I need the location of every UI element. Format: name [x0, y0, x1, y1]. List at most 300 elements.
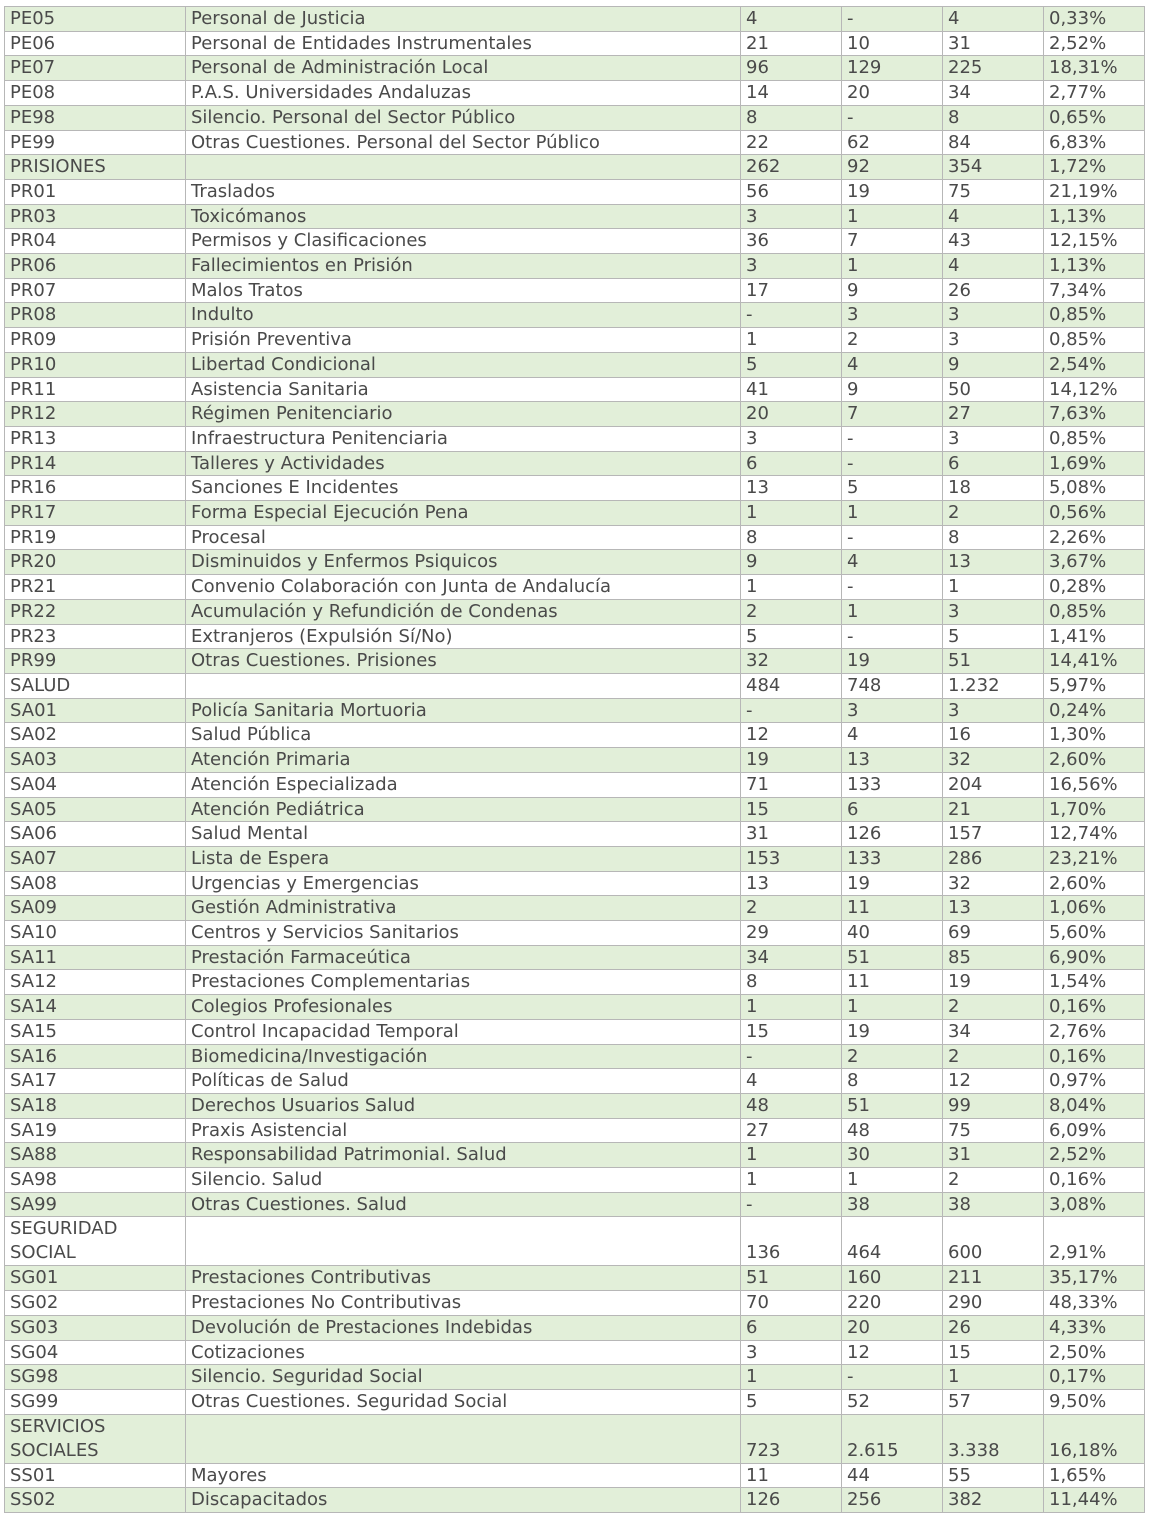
cell-value-b: 9	[842, 278, 943, 303]
cell-value-a: 1	[741, 501, 842, 526]
cell-code: PR22	[5, 599, 186, 624]
table-row	[5, 1069, 1145, 1094]
cell-percentage: 5,08%	[1044, 476, 1145, 501]
table-row	[5, 1266, 1145, 1291]
cell-total: 2	[943, 501, 1044, 526]
table-row	[5, 204, 1145, 229]
cell-description: Responsabilidad Patrimonial. Salud	[186, 1143, 741, 1168]
table-row	[5, 871, 1145, 896]
cell-value-b: -	[842, 451, 943, 476]
cell-percentage: 0,56%	[1044, 501, 1145, 526]
table-row	[5, 229, 1145, 254]
cell-description	[186, 155, 741, 180]
table-row	[5, 1217, 1145, 1266]
cell-value-a: 6	[741, 1315, 842, 1340]
cell-value-b: 1	[842, 501, 943, 526]
table-row	[5, 1414, 1145, 1463]
table-row	[5, 1019, 1145, 1044]
cell-value-b: 3	[842, 698, 943, 723]
cell-value-a: 48	[741, 1093, 842, 1118]
cell-code: PE99	[5, 130, 186, 155]
cell-value-a: 27	[741, 1118, 842, 1143]
cell-value-a: 1	[741, 328, 842, 353]
cell-percentage: 1,72%	[1044, 155, 1145, 180]
table-row	[5, 1118, 1145, 1143]
cell-value-b: -	[842, 624, 943, 649]
table-row	[5, 278, 1145, 303]
cell-total: 21	[943, 797, 1044, 822]
cell-description	[186, 673, 741, 698]
cell-total: 4	[943, 204, 1044, 229]
cell-value-b: 1	[842, 995, 943, 1020]
table-row	[5, 179, 1145, 204]
cell-value-a: 32	[741, 649, 842, 674]
cell-value-b: 2	[842, 1044, 943, 1069]
cell-percentage: 0,16%	[1044, 1044, 1145, 1069]
cell-value-a: 22	[741, 130, 842, 155]
cell-total: 31	[943, 31, 1044, 56]
cell-total: 6	[943, 451, 1044, 476]
cell-description: Sanciones E Incidentes	[186, 476, 741, 501]
cell-value-b: 19	[842, 871, 943, 896]
cell-value-b: 92	[842, 155, 943, 180]
cell-value-a: 126	[741, 1488, 842, 1513]
cell-code: SA18	[5, 1093, 186, 1118]
cell-description: Derechos Usuarios Salud	[186, 1093, 741, 1118]
cell-value-b: 38	[842, 1192, 943, 1217]
cell-total: 13	[943, 550, 1044, 575]
cell-value-b: 9	[842, 377, 943, 402]
cell-description: Procesal	[186, 525, 741, 550]
table-row	[5, 624, 1145, 649]
table-body	[5, 7, 1145, 1513]
cell-percentage: 2,50%	[1044, 1340, 1145, 1365]
cell-percentage: 0,33%	[1044, 7, 1145, 32]
cell-code: PE08	[5, 81, 186, 106]
cell-code: SA01	[5, 698, 186, 723]
cell-description: Atención Especializada	[186, 772, 741, 797]
cell-value-a: 1	[741, 1143, 842, 1168]
cell-value-b: 10	[842, 31, 943, 56]
table-row	[5, 56, 1145, 81]
cell-value-a: 5	[741, 1389, 842, 1414]
cell-description: Centros y Servicios Sanitarios	[186, 921, 741, 946]
cell-code: SA19	[5, 1118, 186, 1143]
cell-value-b: -	[842, 7, 943, 32]
cell-code: SA03	[5, 748, 186, 773]
cell-total: 19	[943, 970, 1044, 995]
cell-code: SA08	[5, 871, 186, 896]
cell-description: Colegios Profesionales	[186, 995, 741, 1020]
cell-total: 2	[943, 1044, 1044, 1069]
table-row	[5, 81, 1145, 106]
cell-total: 16	[943, 723, 1044, 748]
cell-total: 8	[943, 525, 1044, 550]
cell-total: 3.338	[943, 1414, 1044, 1463]
cell-total: 225	[943, 56, 1044, 81]
cell-code: PE05	[5, 7, 186, 32]
cell-description	[186, 1414, 741, 1463]
cell-value-a: 31	[741, 822, 842, 847]
cell-description: Personal de Administración Local	[186, 56, 741, 81]
cell-description: Extranjeros (Expulsión Sí/No)	[186, 624, 741, 649]
cell-value-a: 153	[741, 846, 842, 871]
cell-value-b: 5	[842, 476, 943, 501]
cell-total: 51	[943, 649, 1044, 674]
cell-value-b: 40	[842, 921, 943, 946]
cell-description: Otras Cuestiones. Prisiones	[186, 649, 741, 674]
cell-percentage: 6,09%	[1044, 1118, 1145, 1143]
cell-description: Indulto	[186, 303, 741, 328]
cell-value-a: 70	[741, 1291, 842, 1316]
table-row	[5, 155, 1145, 180]
cell-percentage: 2,54%	[1044, 352, 1145, 377]
cell-code: SS01	[5, 1463, 186, 1488]
cell-value-a: 15	[741, 797, 842, 822]
cell-value-a: 12	[741, 723, 842, 748]
cell-value-a: 51	[741, 1266, 842, 1291]
cell-percentage: 3,08%	[1044, 1192, 1145, 1217]
cell-percentage: 48,33%	[1044, 1291, 1145, 1316]
cell-total: 32	[943, 748, 1044, 773]
cell-total: 75	[943, 179, 1044, 204]
cell-code: SERVICIOS SOCIALES	[5, 1414, 186, 1463]
cell-total: 2	[943, 995, 1044, 1020]
cell-description: Lista de Espera	[186, 846, 741, 871]
cell-code: SA10	[5, 921, 186, 946]
cell-description: Atención Pediátrica	[186, 797, 741, 822]
cell-code: PE98	[5, 105, 186, 130]
cell-value-a: 484	[741, 673, 842, 698]
cell-value-a: 1	[741, 575, 842, 600]
table-row	[5, 7, 1145, 32]
cell-total: 3	[943, 426, 1044, 451]
cell-code: SA99	[5, 1192, 186, 1217]
cell-value-a: 3	[741, 426, 842, 451]
cell-value-b: 2.615	[842, 1414, 943, 1463]
cell-description: Gestión Administrativa	[186, 896, 741, 921]
cell-percentage: 0,65%	[1044, 105, 1145, 130]
table-row	[5, 352, 1145, 377]
cell-total: 26	[943, 1315, 1044, 1340]
cell-description: Urgencias y Emergencias	[186, 871, 741, 896]
cell-value-b: 1	[842, 204, 943, 229]
cell-value-b: 62	[842, 130, 943, 155]
table-row	[5, 328, 1145, 353]
cell-percentage: 1,30%	[1044, 723, 1145, 748]
cell-code: PE06	[5, 31, 186, 56]
cell-value-a: -	[741, 1044, 842, 1069]
cell-description: Prestaciones Complementarias	[186, 970, 741, 995]
cell-percentage: 12,74%	[1044, 822, 1145, 847]
cell-code: PR16	[5, 476, 186, 501]
cell-value-a: 8	[741, 525, 842, 550]
cell-value-b: 51	[842, 945, 943, 970]
cell-total: 84	[943, 130, 1044, 155]
cell-total: 32	[943, 871, 1044, 896]
cell-percentage: 4,33%	[1044, 1315, 1145, 1340]
cell-value-a: 1	[741, 1365, 842, 1390]
cell-value-b: 133	[842, 846, 943, 871]
cell-value-b: 8	[842, 1069, 943, 1094]
table-row	[5, 970, 1145, 995]
cell-code: PR12	[5, 402, 186, 427]
cell-code: SA88	[5, 1143, 186, 1168]
cell-code: SA06	[5, 822, 186, 847]
cell-percentage: 2,60%	[1044, 748, 1145, 773]
cell-total: 31	[943, 1143, 1044, 1168]
cell-code: PR17	[5, 501, 186, 526]
cell-value-a: -	[741, 303, 842, 328]
cell-total: 13	[943, 896, 1044, 921]
cell-percentage: 0,85%	[1044, 426, 1145, 451]
cell-percentage: 0,85%	[1044, 328, 1145, 353]
cell-description: Fallecimientos en Prisión	[186, 254, 741, 279]
table-row	[5, 1168, 1145, 1193]
cell-total: 157	[943, 822, 1044, 847]
table-row	[5, 1340, 1145, 1365]
cell-code: PR07	[5, 278, 186, 303]
cell-percentage: 2,77%	[1044, 81, 1145, 106]
cell-code: PR11	[5, 377, 186, 402]
table-row	[5, 1389, 1145, 1414]
cell-description: Asistencia Sanitaria	[186, 377, 741, 402]
cell-percentage: 1,65%	[1044, 1463, 1145, 1488]
cell-code: PR21	[5, 575, 186, 600]
cell-value-b: 1	[842, 254, 943, 279]
cell-value-b: 19	[842, 1019, 943, 1044]
cell-total: 354	[943, 155, 1044, 180]
cell-description: Forma Especial Ejecución Pena	[186, 501, 741, 526]
cell-code: SA05	[5, 797, 186, 822]
cell-code: PRISIONES	[5, 155, 186, 180]
cell-value-a: 5	[741, 352, 842, 377]
cell-description: Salud Mental	[186, 822, 741, 847]
cell-value-a: 56	[741, 179, 842, 204]
cell-description: Mayores	[186, 1463, 741, 1488]
cell-value-b: 44	[842, 1463, 943, 1488]
cell-percentage: 11,44%	[1044, 1488, 1145, 1513]
cell-total: 69	[943, 921, 1044, 946]
cell-total: 204	[943, 772, 1044, 797]
cell-value-a: 8	[741, 970, 842, 995]
cell-description: Cotizaciones	[186, 1340, 741, 1365]
cell-code: PR09	[5, 328, 186, 353]
cell-percentage: 1,13%	[1044, 254, 1145, 279]
cell-percentage: 16,56%	[1044, 772, 1145, 797]
cell-value-b: -	[842, 1365, 943, 1390]
cell-percentage: 0,97%	[1044, 1069, 1145, 1094]
cell-percentage: 0,17%	[1044, 1365, 1145, 1390]
cell-value-b: 3	[842, 303, 943, 328]
cell-value-a: 1	[741, 1168, 842, 1193]
cell-value-b: -	[842, 525, 943, 550]
cell-description: Prestaciones No Contributivas	[186, 1291, 741, 1316]
table-row	[5, 748, 1145, 773]
cell-code: PR99	[5, 649, 186, 674]
cell-description: Salud Pública	[186, 723, 741, 748]
cell-code: SALUD	[5, 673, 186, 698]
table-row	[5, 130, 1145, 155]
cell-value-a: 13	[741, 871, 842, 896]
table-row	[5, 402, 1145, 427]
cell-value-a: 5	[741, 624, 842, 649]
table-row	[5, 476, 1145, 501]
cell-percentage: 0,28%	[1044, 575, 1145, 600]
cell-percentage: 2,52%	[1044, 31, 1145, 56]
cell-description: Talleres y Actividades	[186, 451, 741, 476]
cell-code: SA16	[5, 1044, 186, 1069]
cell-value-a: -	[741, 1192, 842, 1217]
cell-percentage: 2,52%	[1044, 1143, 1145, 1168]
cell-value-b: 1	[842, 1168, 943, 1193]
cell-value-a: 21	[741, 31, 842, 56]
cell-percentage: 5,60%	[1044, 921, 1145, 946]
cell-code: SA17	[5, 1069, 186, 1094]
cell-value-b: 7	[842, 229, 943, 254]
cell-code: PR20	[5, 550, 186, 575]
cell-code: PR14	[5, 451, 186, 476]
cell-value-b: 19	[842, 179, 943, 204]
cell-percentage: 0,16%	[1044, 995, 1145, 1020]
cell-percentage: 2,60%	[1044, 871, 1145, 896]
cell-total: 211	[943, 1266, 1044, 1291]
table-row	[5, 822, 1145, 847]
cell-total: 99	[943, 1093, 1044, 1118]
cell-percentage: 6,90%	[1044, 945, 1145, 970]
table-row	[5, 525, 1145, 550]
cell-value-a: 36	[741, 229, 842, 254]
table-row	[5, 451, 1145, 476]
cell-code: SS02	[5, 1488, 186, 1513]
cell-value-b: -	[842, 426, 943, 451]
cell-description: Malos Tratos	[186, 278, 741, 303]
cell-value-b: 4	[842, 550, 943, 575]
cell-code: PR03	[5, 204, 186, 229]
cell-code: SG98	[5, 1365, 186, 1390]
cell-code: PR06	[5, 254, 186, 279]
table-row	[5, 1093, 1145, 1118]
cell-code: SG04	[5, 1340, 186, 1365]
cell-percentage: 14,12%	[1044, 377, 1145, 402]
cell-code: PR04	[5, 229, 186, 254]
cell-code: PR01	[5, 179, 186, 204]
cell-code: SG02	[5, 1291, 186, 1316]
cell-percentage: 2,26%	[1044, 525, 1145, 550]
cell-description: Policía Sanitaria Mortuoria	[186, 698, 741, 723]
cell-description: Control Incapacidad Temporal	[186, 1019, 741, 1044]
cell-value-b: 133	[842, 772, 943, 797]
cell-value-b: 1	[842, 599, 943, 624]
cell-code: PR23	[5, 624, 186, 649]
cell-percentage: 6,83%	[1044, 130, 1145, 155]
cell-percentage: 2,91%	[1044, 1217, 1145, 1266]
cell-description: Personal de Justicia	[186, 7, 741, 32]
cell-percentage: 7,63%	[1044, 402, 1145, 427]
table-row	[5, 1192, 1145, 1217]
cell-total: 3	[943, 328, 1044, 353]
cell-total: 34	[943, 81, 1044, 106]
cell-percentage: 16,18%	[1044, 1414, 1145, 1463]
table-row	[5, 846, 1145, 871]
cell-description: P.A.S. Universidades Andaluzas	[186, 81, 741, 106]
cell-value-a: 41	[741, 377, 842, 402]
cell-code: SA07	[5, 846, 186, 871]
cell-code: SA04	[5, 772, 186, 797]
cell-value-a: 13	[741, 476, 842, 501]
cell-value-b: 51	[842, 1093, 943, 1118]
cell-description: Atención Primaria	[186, 748, 741, 773]
cell-total: 26	[943, 278, 1044, 303]
table-row	[5, 772, 1145, 797]
cell-value-a: 4	[741, 1069, 842, 1094]
cell-value-b: 30	[842, 1143, 943, 1168]
cell-code: SG99	[5, 1389, 186, 1414]
cell-value-b: 220	[842, 1291, 943, 1316]
cell-value-a: 34	[741, 945, 842, 970]
table-row	[5, 426, 1145, 451]
cell-description: Régimen Penitenciario	[186, 402, 741, 427]
cell-description: Toxicómanos	[186, 204, 741, 229]
cell-total: 1	[943, 575, 1044, 600]
cell-total: 290	[943, 1291, 1044, 1316]
cell-value-b: 464	[842, 1217, 943, 1266]
cell-description: Permisos y Clasificaciones	[186, 229, 741, 254]
cell-value-a: 262	[741, 155, 842, 180]
cell-total: 50	[943, 377, 1044, 402]
table-row	[5, 105, 1145, 130]
cell-code: PE07	[5, 56, 186, 81]
cell-value-b: 48	[842, 1118, 943, 1143]
cell-code: PR13	[5, 426, 186, 451]
cell-value-a: -	[741, 698, 842, 723]
table-row	[5, 377, 1145, 402]
cell-value-b: 6	[842, 797, 943, 822]
cell-value-a: 17	[741, 278, 842, 303]
cell-value-b: 126	[842, 822, 943, 847]
cell-total: 600	[943, 1217, 1044, 1266]
cell-value-a: 11	[741, 1463, 842, 1488]
cell-description: Otras Cuestiones. Seguridad Social	[186, 1389, 741, 1414]
cell-value-a: 6	[741, 451, 842, 476]
cell-description: Infraestructura Penitenciaria	[186, 426, 741, 451]
cell-code: SA12	[5, 970, 186, 995]
cell-description: Personal de Entidades Instrumentales	[186, 31, 741, 56]
cell-percentage: 1,06%	[1044, 896, 1145, 921]
cell-value-b: -	[842, 575, 943, 600]
cell-value-a: 3	[741, 204, 842, 229]
cell-total: 1.232	[943, 673, 1044, 698]
cell-value-b: 2	[842, 328, 943, 353]
table-row	[5, 31, 1145, 56]
cell-percentage: 1,41%	[1044, 624, 1145, 649]
cell-code: SG03	[5, 1315, 186, 1340]
cell-value-a: 3	[741, 254, 842, 279]
cell-value-a: 15	[741, 1019, 842, 1044]
cell-description: Traslados	[186, 179, 741, 204]
table-row	[5, 1365, 1145, 1390]
cell-percentage: 3,67%	[1044, 550, 1145, 575]
cell-percentage: 21,19%	[1044, 179, 1145, 204]
cell-description: Devolución de Prestaciones Indebidas	[186, 1315, 741, 1340]
cell-description: Convenio Colaboración con Junta de Andalucía	[186, 575, 741, 600]
cell-value-a: 4	[741, 7, 842, 32]
cell-code: SA15	[5, 1019, 186, 1044]
cell-percentage: 35,17%	[1044, 1266, 1145, 1291]
table-row	[5, 673, 1145, 698]
cell-value-a: 14	[741, 81, 842, 106]
cell-value-a: 3	[741, 1340, 842, 1365]
